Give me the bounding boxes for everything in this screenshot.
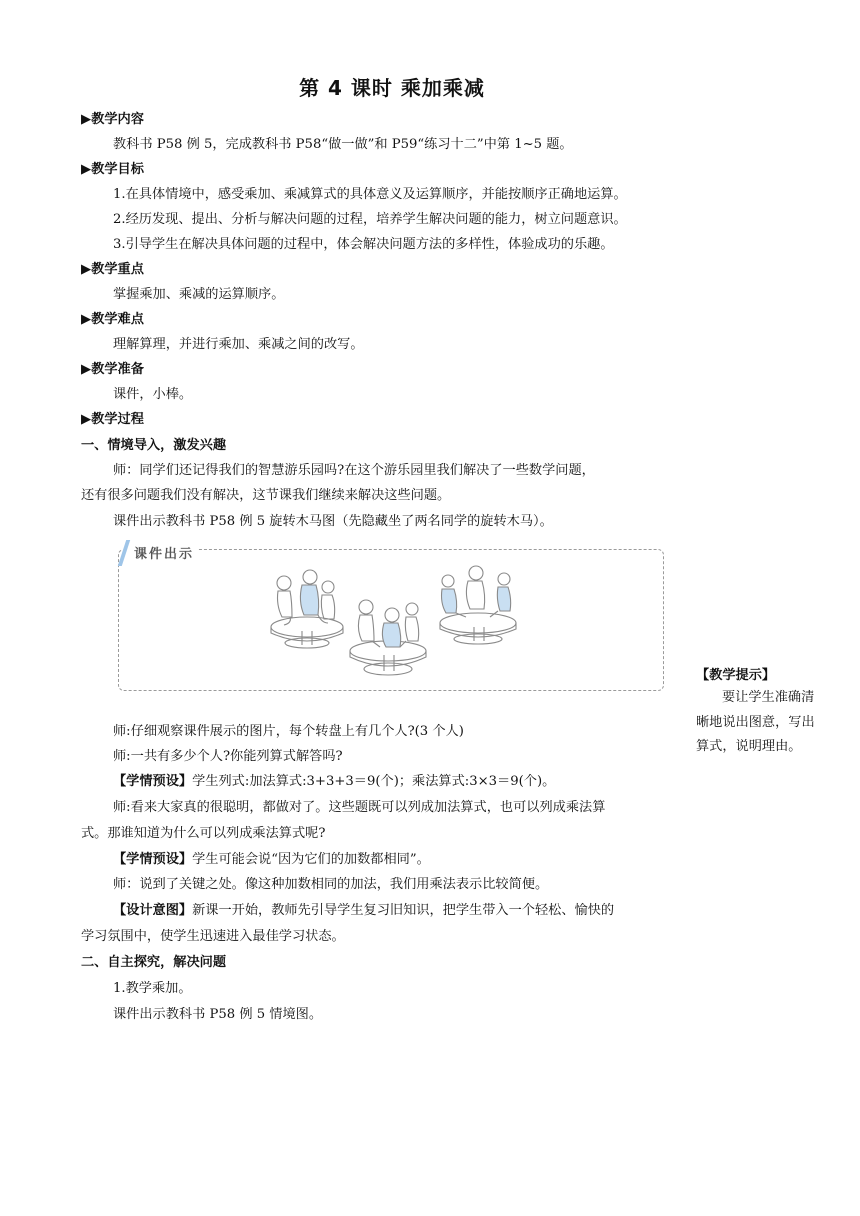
sidebar-title: 【教学提示】 <box>696 668 776 683</box>
section1-p6-line2: 式。那谁知道为什么可以列成乘法算式呢? <box>81 826 326 841</box>
learning-preset-tag-2: 【学情预设】 <box>113 852 193 867</box>
section1-p6-line1: 师:看来大家真的很聪明，都做对了。这些题既可以列成加法算式，也可以列成乘法算 <box>113 800 606 815</box>
heading-key-point: ▶教学重点 <box>81 262 144 277</box>
heading-process: ▶教学过程 <box>81 412 144 427</box>
section1-p3: 师:仔细观察课件展示的图片，每个转盘上有几个人?(3 个人) <box>113 724 464 739</box>
learning-preset-tag: 【学情预设】 <box>113 774 193 789</box>
sidebar-text: 要让学生准确清晰地说出图意，写出算式，说明理由。 <box>696 690 815 754</box>
section1-p8: 师：说到了关键之处。像这种加数相同的加法，我们用乘法表示比较简便。 <box>113 877 549 892</box>
preparation-text: 课件，小棒。 <box>113 387 193 402</box>
section1-p7 <box>113 852 430 868</box>
content-text: 教科书 P58 例 5，完成教科书 P58“做一做”和 P59“练习十二”中第 1~5 题。 <box>113 137 573 152</box>
heading-objectives: ▶教学目标 <box>81 162 144 177</box>
section1-p2: 课件出示教科书 P58 例 5 旋转木马图（先隐藏坐了两名同学的旋转木马）。 <box>113 514 553 529</box>
section1-p1-line1: 师：同学们还记得我们的智慧游乐园吗?在这个游乐园里我们解决了一些数学问题， <box>113 463 595 478</box>
section1-p4: 师:一共有多少个人?你能列算式解答吗? <box>113 749 343 764</box>
design-intent-tag: 【设计意图】 <box>113 903 193 918</box>
section1-heading: 一、情境导入，激发兴趣 <box>81 438 227 453</box>
section1-p5-text: 学生列式:加法算式:3+3+3＝9(个)；乘法算式:3×3＝9(个)。 <box>192 774 556 789</box>
difficulty-text: 理解算理，并进行乘加、乘减之间的改写。 <box>113 337 364 352</box>
objective-item-3: 3.引导学生在解决具体问题的过程中，体会解决问题方法的多样性，体验成功的乐趣。 <box>113 237 614 252</box>
carousel-right <box>440 566 516 644</box>
section1-p9-line2: 学习氛围中，使学生迅速进入最佳学习状态。 <box>81 929 345 944</box>
objective-item-2: 2.经历发现、提出、分析与解决问题的过程，培养学生解决问题的能力，树立问题意识。 <box>113 212 627 227</box>
section2-heading: 二、自主探究，解决问题 <box>81 955 227 970</box>
courseware-label: 课件出示 <box>134 547 195 562</box>
heading-content: ▶教学内容 <box>81 112 144 127</box>
section1-p1-line2: 还有很多问题我们没有解决，这节课我们继续来解决这些问题。 <box>81 488 451 503</box>
objective-item-1: 1.在具体情境中，感受乘加、乘减算式的具体意义及运算顺序，并能按顺序正确地运算。 <box>113 187 627 202</box>
section2-p2: 课件出示教科书 P58 例 5 情境图。 <box>113 1007 323 1022</box>
section1-p9 <box>113 903 614 919</box>
key-point-text: 掌握乘加、乘减的运算顺序。 <box>113 287 285 302</box>
carousel-illustration <box>262 565 524 681</box>
heading-preparation: ▶教学准备 <box>81 362 144 377</box>
heading-difficulty: ▶教学难点 <box>81 312 144 327</box>
page-title: 第 4 课时 乘加乘减 <box>299 76 485 100</box>
section2-p1: 1.教学乘加。 <box>113 981 192 996</box>
section1-p9-text: 新课一开始，教师先引导学生复习旧知识，把学生带入一个轻松、愉快的 <box>192 903 615 918</box>
carousel-middle <box>350 600 426 675</box>
section1-p7-text: 学生可能会说“因为它们的加数都相同”。 <box>192 852 430 867</box>
carousel-left <box>271 570 343 648</box>
section1-p5 <box>113 774 555 790</box>
